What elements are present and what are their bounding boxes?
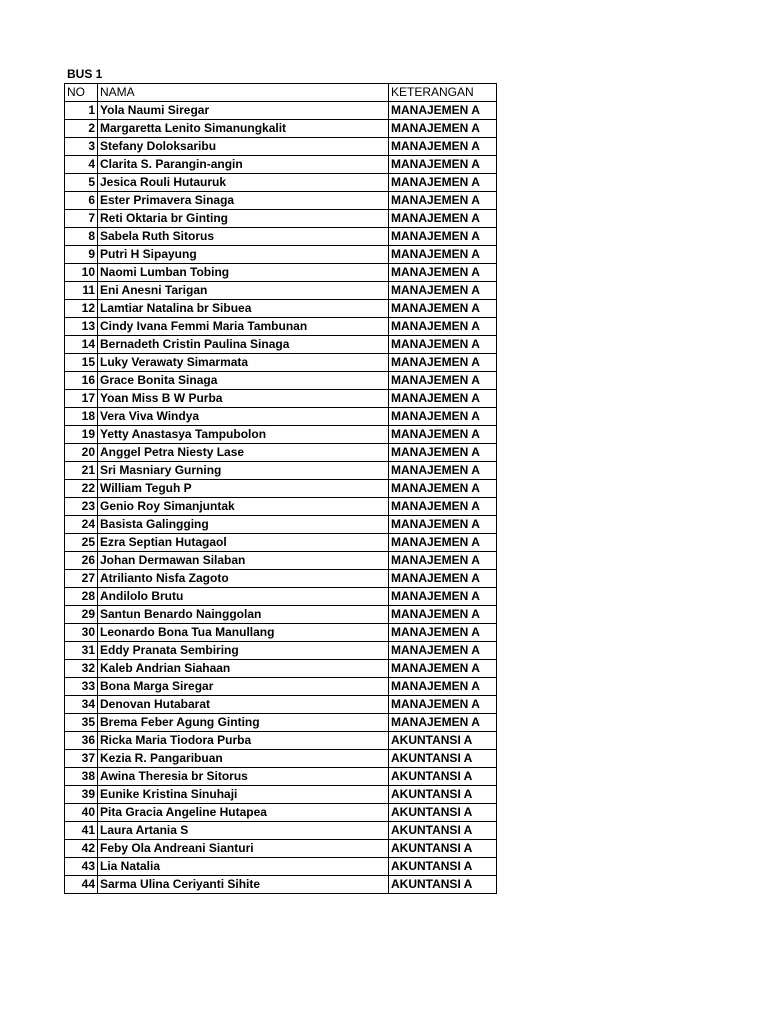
row-nama: Johan Dermawan Silaban [98, 552, 389, 570]
row-nama: Eddy Pranata Sembiring [98, 642, 389, 660]
table-row [65, 804, 497, 822]
table-row [65, 840, 497, 858]
row-nama: Bona Marga Siregar [98, 678, 389, 696]
row-keterangan: MANAJEMEN A [389, 552, 497, 570]
row-nama: William Teguh P [98, 480, 389, 498]
table-row [65, 858, 497, 876]
table-row [65, 660, 497, 678]
row-number: 14 [65, 336, 98, 354]
row-nama: Lia Natalia [98, 858, 389, 876]
table-row [65, 714, 497, 732]
row-number: 24 [65, 516, 98, 534]
row-nama: Basista Galingging [98, 516, 389, 534]
table-row [65, 516, 497, 534]
table-row [65, 588, 497, 606]
row-keterangan: AKUNTANSI A [389, 786, 497, 804]
row-nama: Genio Roy Simanjuntak [98, 498, 389, 516]
row-nama: Naomi Lumban Tobing [98, 264, 389, 282]
row-number: 11 [65, 282, 98, 300]
row-keterangan: MANAJEMEN A [389, 480, 497, 498]
row-keterangan: MANAJEMEN A [389, 156, 497, 174]
row-keterangan: AKUNTANSI A [389, 822, 497, 840]
row-nama: Sabela Ruth Sitorus [98, 228, 389, 246]
row-number: 4 [65, 156, 98, 174]
row-keterangan: MANAJEMEN A [389, 408, 497, 426]
row-keterangan: MANAJEMEN A [389, 372, 497, 390]
row-number: 16 [65, 372, 98, 390]
row-number: 13 [65, 318, 98, 336]
row-nama: Andilolo Brutu [98, 588, 389, 606]
row-number: 1 [65, 102, 98, 120]
row-keterangan: MANAJEMEN A [389, 426, 497, 444]
table-row [65, 282, 497, 300]
row-number: 18 [65, 408, 98, 426]
row-keterangan: MANAJEMEN A [389, 696, 497, 714]
row-nama: Sarma Ulina Ceriyanti Sihite [98, 876, 389, 894]
row-number: 36 [65, 732, 98, 750]
row-number: 33 [65, 678, 98, 696]
row-keterangan: MANAJEMEN A [389, 120, 497, 138]
row-keterangan: MANAJEMEN A [389, 192, 497, 210]
row-nama: Kezia R. Pangaribuan [98, 750, 389, 768]
row-number: 8 [65, 228, 98, 246]
row-number: 9 [65, 246, 98, 264]
table-row [65, 444, 497, 462]
table-row [65, 336, 497, 354]
row-nama: Kaleb Andrian Siahaan [98, 660, 389, 678]
row-nama: Margaretta Lenito Simanungkalit [98, 120, 389, 138]
table-row [65, 642, 497, 660]
table-row [65, 138, 497, 156]
row-nama: Bernadeth Cristin Paulina Sinaga [98, 336, 389, 354]
header-keterangan: KETERANGAN [389, 84, 497, 102]
row-number: 28 [65, 588, 98, 606]
table-row [65, 750, 497, 768]
row-nama: Ricka Maria Tiodora Purba [98, 732, 389, 750]
row-nama: Denovan Hutabarat [98, 696, 389, 714]
row-nama: Cindy Ivana Femmi Maria Tambunan [98, 318, 389, 336]
row-number: 12 [65, 300, 98, 318]
row-nama: Eunike Kristina Sinuhaji [98, 786, 389, 804]
row-keterangan: AKUNTANSI A [389, 750, 497, 768]
row-keterangan: MANAJEMEN A [389, 660, 497, 678]
row-number: 6 [65, 192, 98, 210]
row-number: 37 [65, 750, 98, 768]
row-nama: Yetty Anastasya Tampubolon [98, 426, 389, 444]
row-number: 35 [65, 714, 98, 732]
row-number: 26 [65, 552, 98, 570]
row-keterangan: MANAJEMEN A [389, 282, 497, 300]
row-nama: Atrilianto Nisfa Zagoto [98, 570, 389, 588]
row-keterangan: MANAJEMEN A [389, 570, 497, 588]
table-header-row [65, 84, 497, 102]
row-keterangan: MANAJEMEN A [389, 102, 497, 120]
table-row [65, 210, 497, 228]
row-keterangan: MANAJEMEN A [389, 444, 497, 462]
row-number: 25 [65, 534, 98, 552]
row-number: 44 [65, 876, 98, 894]
row-number: 22 [65, 480, 98, 498]
row-nama: Ezra Septian Hutagaol [98, 534, 389, 552]
row-nama: Leonardo Bona Tua Manullang [98, 624, 389, 642]
table-row [65, 606, 497, 624]
row-nama: Brema Feber Agung Ginting [98, 714, 389, 732]
row-number: 34 [65, 696, 98, 714]
row-keterangan: AKUNTANSI A [389, 840, 497, 858]
row-number: 10 [65, 264, 98, 282]
row-keterangan: AKUNTANSI A [389, 732, 497, 750]
row-keterangan: MANAJEMEN A [389, 336, 497, 354]
table-row [65, 786, 497, 804]
row-number: 15 [65, 354, 98, 372]
table-row [65, 570, 497, 588]
table-row [65, 354, 497, 372]
row-nama: Anggel Petra Niesty Lase [98, 444, 389, 462]
row-keterangan: MANAJEMEN A [389, 516, 497, 534]
row-keterangan: MANAJEMEN A [389, 462, 497, 480]
row-number: 42 [65, 840, 98, 858]
row-keterangan: MANAJEMEN A [389, 678, 497, 696]
passenger-table-body [65, 84, 497, 894]
row-nama: Stefany Doloksaribu [98, 138, 389, 156]
table-row [65, 156, 497, 174]
table-row [65, 228, 497, 246]
row-number: 2 [65, 120, 98, 138]
row-number: 3 [65, 138, 98, 156]
row-number: 7 [65, 210, 98, 228]
row-keterangan: MANAJEMEN A [389, 714, 497, 732]
sheet-title: BUS 1 [67, 67, 103, 81]
table-row [65, 390, 497, 408]
table-row [65, 624, 497, 642]
table-row [65, 696, 497, 714]
row-number: 27 [65, 570, 98, 588]
row-nama: Santun Benardo Nainggolan [98, 606, 389, 624]
row-nama: Sri Masniary Gurning [98, 462, 389, 480]
row-number: 17 [65, 390, 98, 408]
row-keterangan: MANAJEMEN A [389, 588, 497, 606]
row-keterangan: MANAJEMEN A [389, 228, 497, 246]
table-row [65, 768, 497, 786]
row-keterangan: MANAJEMEN A [389, 534, 497, 552]
table-row [65, 408, 497, 426]
row-nama: Clarita S. Parangin-angin [98, 156, 389, 174]
table-row [65, 498, 497, 516]
table-row [65, 192, 497, 210]
row-nama: Pita Gracia Angeline Hutapea [98, 804, 389, 822]
row-keterangan: MANAJEMEN A [389, 246, 497, 264]
row-keterangan: MANAJEMEN A [389, 498, 497, 516]
row-number: 29 [65, 606, 98, 624]
row-number: 23 [65, 498, 98, 516]
row-number: 20 [65, 444, 98, 462]
table-row [65, 732, 497, 750]
table-row [65, 534, 497, 552]
row-nama: Awina Theresia br Sitorus [98, 768, 389, 786]
row-keterangan: AKUNTANSI A [389, 876, 497, 894]
table-row [65, 120, 497, 138]
row-nama: Feby Ola Andreani Sianturi [98, 840, 389, 858]
table-row [65, 102, 497, 120]
table-row [65, 246, 497, 264]
row-keterangan: MANAJEMEN A [389, 390, 497, 408]
row-nama: Vera Viva Windya [98, 408, 389, 426]
table-row [65, 876, 497, 894]
row-keterangan: MANAJEMEN A [389, 210, 497, 228]
row-nama: Luky Verawaty Simarmata [98, 354, 389, 372]
row-number: 41 [65, 822, 98, 840]
row-keterangan: AKUNTANSI A [389, 804, 497, 822]
row-nama: Eni Anesni Tarigan [98, 282, 389, 300]
row-number: 38 [65, 768, 98, 786]
row-nama: Lamtiar Natalina br Sibuea [98, 300, 389, 318]
row-number: 5 [65, 174, 98, 192]
row-number: 39 [65, 786, 98, 804]
table-row [65, 372, 497, 390]
row-nama: Ester Primavera Sinaga [98, 192, 389, 210]
row-number: 31 [65, 642, 98, 660]
row-keterangan: MANAJEMEN A [389, 300, 497, 318]
table-row [65, 174, 497, 192]
row-number: 30 [65, 624, 98, 642]
table-row [65, 462, 497, 480]
row-keterangan: MANAJEMEN A [389, 354, 497, 372]
header-no: NO [65, 84, 98, 102]
row-nama: Jesica Rouli Hutauruk [98, 174, 389, 192]
row-number: 43 [65, 858, 98, 876]
table-row [65, 300, 497, 318]
row-number: 40 [65, 804, 98, 822]
row-number: 21 [65, 462, 98, 480]
row-keterangan: MANAJEMEN A [389, 138, 497, 156]
row-number: 19 [65, 426, 98, 444]
row-keterangan: MANAJEMEN A [389, 174, 497, 192]
row-keterangan: MANAJEMEN A [389, 624, 497, 642]
row-keterangan: AKUNTANSI A [389, 858, 497, 876]
row-keterangan: MANAJEMEN A [389, 642, 497, 660]
table-row [65, 264, 497, 282]
passenger-table [64, 83, 497, 894]
table-row [65, 480, 497, 498]
table-row [65, 426, 497, 444]
row-nama: Reti Oktaria br Ginting [98, 210, 389, 228]
row-nama: Laura Artania S [98, 822, 389, 840]
table-row [65, 552, 497, 570]
row-keterangan: MANAJEMEN A [389, 606, 497, 624]
row-keterangan: MANAJEMEN A [389, 318, 497, 336]
row-nama: Grace Bonita Sinaga [98, 372, 389, 390]
row-keterangan: AKUNTANSI A [389, 768, 497, 786]
header-nama: NAMA [98, 84, 389, 102]
row-nama: Yoan Miss B W Purba [98, 390, 389, 408]
row-keterangan: MANAJEMEN A [389, 264, 497, 282]
table-row [65, 822, 497, 840]
table-row [65, 678, 497, 696]
row-nama: Putri H Sipayung [98, 246, 389, 264]
row-nama: Yola Naumi Siregar [98, 102, 389, 120]
table-row [65, 318, 497, 336]
row-number: 32 [65, 660, 98, 678]
